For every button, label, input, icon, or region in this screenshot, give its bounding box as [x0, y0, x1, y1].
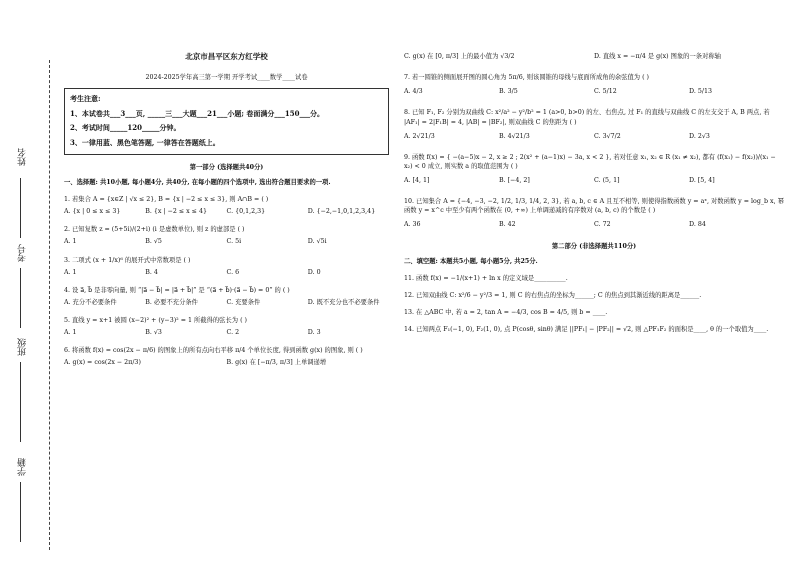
- option: D. {−2,−1,0,1,2,3,4}: [307, 208, 376, 216]
- fill-question: 11. 函数 f(x) = −1/(x+1) + ln x 的定义域是__________.: [404, 274, 568, 282]
- option: B. 4√21/3: [499, 132, 530, 140]
- option: B. √5: [145, 238, 162, 246]
- part1-instruction: 一、选择题: 共10小题, 每小题4分, 共40分, 在每小题的四个选项中, 选出符合题目要求的一项.: [64, 178, 331, 186]
- option: A. 1: [64, 238, 77, 246]
- class-blank: [20, 362, 21, 442]
- option: D. 既不充分也不必要条件: [307, 298, 380, 306]
- exam-title: 2024-2025学年高三第一学期 开学考试____数学____试卷: [145, 73, 308, 81]
- option: C. g(x) 在 [0, π/3] 上的最小值为 √3/2: [404, 53, 515, 60]
- option: C. 5i: [226, 238, 242, 246]
- question-options: [404, 220, 784, 229]
- option: C. (5, 1]: [594, 177, 620, 184]
- option: A. 1: [64, 268, 77, 276]
- option: B. 3/5: [499, 88, 518, 96]
- option: B. 42: [499, 221, 516, 229]
- notice-item: 2、考试时间_____120_____分钟。: [70, 123, 181, 133]
- question-stem: 8. 已知 F₁, F₂ 分别为双曲线 C: x²/a² − y²/b² = 1 (a>0, b>0) 的左、右焦点, 过 F₁ 的直线与双曲线 C 的左支交于 A, B 两点, 若 |AF₁| = 2|F₁B| = 4, |AB| = |BF₂|, 则双曲线 C 的焦距为 ( ): [404, 109, 770, 126]
- option: D. 5/13: [689, 88, 712, 96]
- question-stem: 10. 已知集合 A = {−4, −3, −2, 1/2, 1/3, 1/4, 2, 3}, 若 a, b, c ∈ A 且互不相等, 则使得指数函数 y = aˣ, 对数函数 y = log_b x, 幂函数 y = x^c 中至少有两个函数在 (0, +∞) 上单调递减的有序数对 (a, b, c) 的个数是 ( ): [404, 198, 784, 215]
- binding-label-roll: 学籍: [18, 458, 28, 476]
- option: A. g(x) = cos(2x − 2π/3): [64, 359, 141, 367]
- left-column: [64, 52, 389, 377]
- question-stem: 4. 设 a⃗, b⃗ 是非零向量, 则 “|a⃗ − b⃗| = |a⃗ + b⃗|” 是 “(a⃗ + b⃗)·(a⃗ − b⃗) = 0” 的 ( ): [64, 286, 290, 294]
- question-options: [64, 298, 389, 307]
- question-options: [404, 52, 784, 61]
- option: D. √5i: [307, 238, 327, 246]
- option: D. 0: [307, 268, 321, 276]
- option: D. 3: [307, 329, 321, 337]
- id-blank: [20, 268, 21, 328]
- fill-question: 13. 在 △ABC 中, 若 a = 2, tan A = −4/3, cos B = 4/5, 则 b = ____.: [404, 309, 608, 316]
- question-stem: 7. 若一圆锥的侧面展开图的圆心角为 5π/6, 则该圆锥的母线与底面所成角的余弦值为 ( ): [404, 74, 650, 82]
- option: A. 1: [64, 329, 77, 337]
- question-stem: 6. 将函数 f(x) = cos(2x − π/6) 的图象上的所有点向右平移 π/4 个单位长度, 得到函数 g(x) 的图象, 则 ( ): [64, 347, 363, 355]
- option: B. g(x) 在 [−π/3, π/3] 上单调递增: [226, 359, 327, 367]
- option: A. {x | 0 ≤ x ≤ 3}: [64, 208, 121, 216]
- option: C. 2: [226, 329, 240, 337]
- question-stem: 3. 二项式 (x + 1/x)⁶ 的展开式中常数项是 ( ): [64, 256, 191, 264]
- option: D. 直线 x = −π/4 是 g(x) 图象的一条对称轴: [594, 53, 721, 60]
- question-options: [64, 207, 389, 216]
- question-stem: 1. 若集合 A = {x∈Z | √x ≤ 2}, B = {x | −2 ≤ x ≤ 3}, 则 A∩B = ( ): [64, 196, 269, 203]
- option: A. [4, 1]: [404, 177, 430, 184]
- question-stem: 5. 直线 y = x+1 被圆 (x−2)² + (y−3)² = 1 所截得的弦长为 ( ): [64, 317, 247, 324]
- question-stem: 9. 函数 f(x) = { −(a−5)x − 2, x ≥ 2 ; 2(x² + (a−1)x) − 3a, x < 2 }, 若对任意 x₁, x₂ ∈ R (x₁ ≠ x₂), 都有 (f(x₁) − f(x₂))/(x₁ − x₂) < 0 成立, 则实数 a 的取值范围为 ( ): [404, 153, 776, 170]
- part1-heading: 第一部分 (选择题共40分): [189, 163, 264, 171]
- roll-blank: [20, 482, 21, 542]
- option: C. 72: [594, 221, 611, 229]
- question-options: [404, 87, 784, 96]
- question-options: [404, 176, 784, 185]
- fill-question: 12. 已知双曲线 C: x²/6 − y²/3 = 1, 则 C 的右焦点的坐标为______; C 的焦点到其渐近线的距离是______.: [404, 291, 702, 299]
- option: D. 84: [689, 221, 706, 229]
- question-options: [64, 268, 389, 277]
- binding-label-name: 姓名: [18, 148, 28, 166]
- binding-label-id: 考号: [18, 244, 28, 262]
- binding-label-class: 班级: [18, 338, 28, 356]
- option: B. {x | −2 ≤ x ≤ 4}: [145, 208, 207, 216]
- part2-instruction: 二、填空题: 本题共5小题, 每小题5分, 共25分.: [404, 257, 538, 265]
- option: C. 6: [226, 268, 240, 276]
- right-column: [404, 52, 784, 342]
- question-options: [64, 358, 389, 367]
- option: D. [5, 4]: [689, 177, 715, 184]
- option: D. 2√3: [689, 132, 710, 140]
- option: B. 4: [145, 268, 158, 276]
- question-options: [404, 132, 784, 141]
- option: C. 3√7/2: [594, 132, 621, 140]
- option: C. 5/12: [594, 88, 617, 96]
- option: B. [−4, 2]: [499, 177, 530, 184]
- option: B. 必要不充分条件: [145, 298, 198, 306]
- option: A. 36: [404, 221, 421, 229]
- option: C. 充要条件: [226, 298, 261, 306]
- binding-margin: [0, 0, 70, 561]
- fill-question: 14. 已知两点 F₁(−1, 0), F₂(1, 0), 点 P(cosθ, sinθ) 满足 ||PF₁| − |PF₂|| = √2, 则 △PF₁F₂ 的面积是____, θ 的一个取值为____.: [404, 326, 769, 334]
- notice-box: [64, 88, 389, 155]
- notice-item: 3、一律用蓝、黑色笔答题, 一律答在答题纸上。: [70, 138, 220, 148]
- option: A. 2√21/3: [404, 132, 435, 140]
- option: A. 充分不必要条件: [64, 298, 117, 306]
- notice-title: 考生注意:: [70, 94, 101, 103]
- option: C. {0,1,2,3}: [226, 208, 266, 216]
- school-title: 北京市昌平区东方红学校: [185, 52, 268, 61]
- question-options: [64, 328, 389, 337]
- option: B. √3: [145, 329, 162, 337]
- option: A. 4/3: [404, 88, 423, 96]
- binding-cut-line: [49, 60, 50, 550]
- part2-heading: 第二部分 (非选择题共110分): [551, 242, 637, 250]
- notice-item: 1、本试卷共___3___页, _____三___大题___21___小题; 卷面满分___150___分。: [70, 108, 324, 118]
- question-options: [64, 237, 389, 246]
- name-blank: [20, 178, 21, 238]
- question-stem: 2. 已知复数 z = (5+5i)/(2+i) (i 是虚数单位), 则 z 的虚部是 ( ): [64, 226, 245, 234]
